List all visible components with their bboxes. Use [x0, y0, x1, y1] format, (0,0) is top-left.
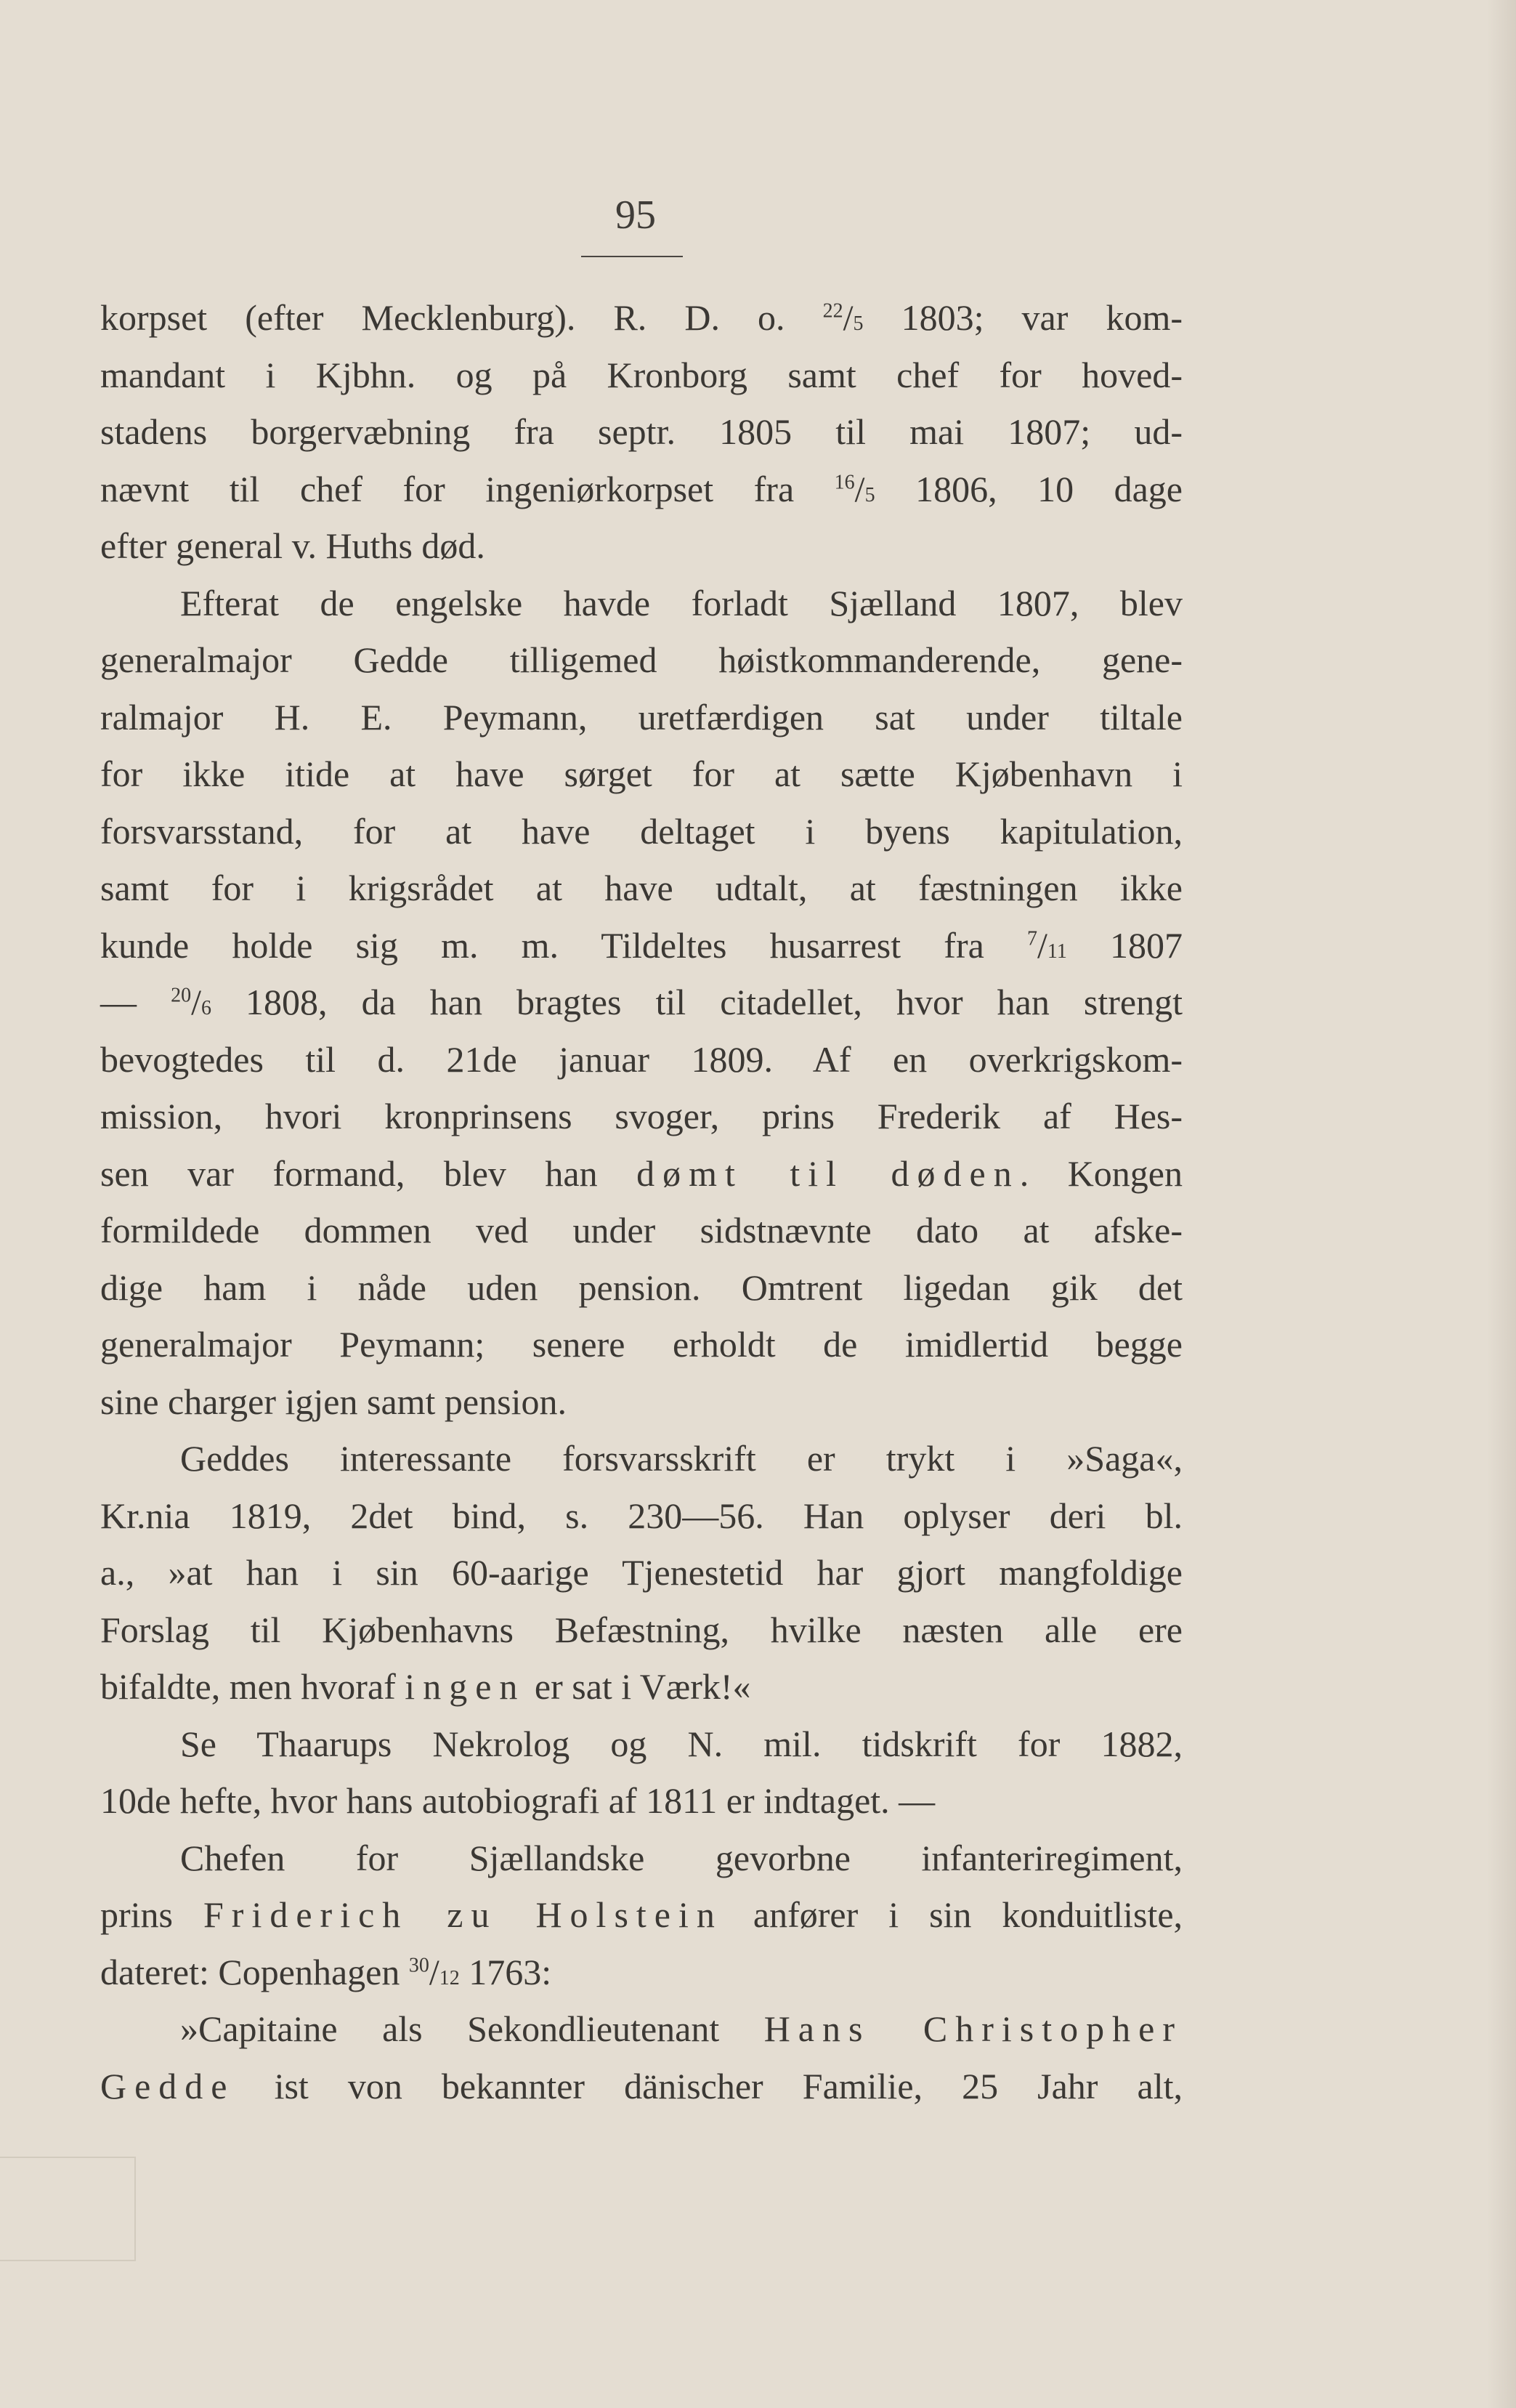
fraction-numerator: 30 — [408, 1954, 429, 1977]
text-run: kunde holde sig m. m. Tildeltes husarrest fra — [100, 924, 1027, 966]
text-run: / — [191, 982, 201, 1022]
text-run: — — [100, 982, 171, 1022]
fraction-denominator: 5 — [864, 483, 875, 506]
text-run: anfører i sin konduitliste, — [722, 1894, 1183, 1935]
text-line — [100, 1601, 1183, 1659]
fraction-denominator: 6 — [200, 997, 211, 1019]
text-run: 1803; var kom- — [863, 297, 1183, 338]
fraction-denominator: 11 — [1047, 940, 1067, 963]
page-number-rule — [581, 256, 683, 257]
text-run: ralmajor H. E. Peymann, uretfærdigen sat under tiltale — [100, 696, 1183, 738]
text-run: 1808, da han bragtes til citadellet, hvor han strengt — [211, 982, 1183, 1022]
text-line — [100, 1259, 1183, 1317]
fraction-denominator: 12 — [439, 1966, 460, 1989]
fraction-numerator: 22 — [822, 299, 843, 323]
text-run: mandant i Kjbhn. og på Kronborg samt chef for hoved- — [100, 354, 1183, 395]
text-run: er sat i Værk!« — [525, 1666, 751, 1707]
text-run: generalmajor Peymann; senere erholdt de imidlertid begge — [100, 1324, 1183, 1365]
text-run: »Capitaine als Sekondlieutenant — [180, 2008, 764, 2049]
emphasized-text: Hans Christopher — [763, 2008, 1183, 2049]
text-run: Efterat de engelske havde forladt Sjælland 1807, blev — [180, 582, 1183, 623]
fraction-numerator: 20 — [171, 984, 192, 1007]
text-run: forsvarsstand, for at have deltaget i byens kapitulation, — [100, 810, 1183, 852]
text-run: sen var formand, blev han — [100, 1152, 637, 1194]
text-line — [100, 974, 1183, 1031]
text-line — [100, 461, 1183, 518]
text-line — [100, 1031, 1183, 1088]
scan-margin-mark — [0, 2157, 136, 2261]
emphasized-text: Gedde — [100, 2065, 235, 2106]
text-run: dateret: Copenhagen — [100, 1951, 409, 1992]
text-run: samt for i krigsrådet at have udtalt, at fæstningen ikke — [100, 868, 1183, 908]
text-run: mission, hvori kronprinsens svoger, prins Frederik af Hes- — [100, 1096, 1183, 1136]
page-number: 95 — [615, 193, 656, 238]
text-run: 1806, 10 dage — [875, 468, 1183, 509]
text-run: / — [854, 468, 865, 509]
text-line — [100, 1830, 1183, 1887]
text-line — [100, 1658, 1183, 1716]
text-line — [100, 289, 1183, 347]
text-run: / — [843, 297, 854, 338]
text-line — [100, 1772, 1183, 1830]
text-line — [100, 1487, 1183, 1545]
text-line — [100, 746, 1183, 803]
text-line — [100, 2000, 1183, 2058]
text-line — [100, 347, 1183, 404]
text-run: ist von bekannter dänischer Familie, 25 Jahr alt, — [235, 2065, 1183, 2106]
text-line — [100, 803, 1183, 860]
text-line — [100, 1145, 1183, 1203]
text-line — [100, 1886, 1183, 1944]
emphasized-text: ingen — [405, 1666, 526, 1707]
text-run: prins — [100, 1894, 203, 1935]
text-line — [100, 403, 1183, 461]
text-run: korpset (efter Mecklenburg). R. D. o. — [100, 297, 823, 338]
emphasized-text: Friderich zu Holstein — [203, 1894, 723, 1935]
text-line — [100, 1430, 1183, 1487]
fraction-numerator: 16 — [834, 471, 855, 494]
text-line — [100, 1716, 1183, 1773]
text-line — [100, 1202, 1183, 1259]
text-run: 1807 — [1066, 924, 1183, 966]
text-line — [100, 575, 1183, 632]
text-line — [100, 1088, 1183, 1145]
text-run: / — [1037, 924, 1047, 966]
text-line — [100, 917, 1183, 974]
text-line — [100, 860, 1183, 917]
text-line — [100, 1316, 1183, 1373]
text-run: formildede dommen ved under sidstnævnte dato at afske- — [100, 1210, 1183, 1251]
text-line — [100, 631, 1183, 689]
text-run: for ikke itide at have sørget for at sætte Kjøbenhavn i — [100, 753, 1183, 794]
emphasized-text: dømt til døden — [636, 1152, 1020, 1194]
text-line — [100, 689, 1183, 746]
text-line — [100, 1944, 1183, 2001]
text-run: Chefen for Sjællandske gevorbne infanteriregiment, — [180, 1837, 1183, 1878]
text-run: dige ham i nåde uden pension. Omtrent ligedan gik det — [100, 1266, 1183, 1308]
text-run: 10de hefte, hvor hans autobiografi af 1811 er indtaget. — — [100, 1780, 936, 1821]
text-line — [100, 517, 1183, 575]
text-run: nævnt til chef for ingeniørkorpset fra — [100, 468, 835, 509]
text-run: / — [429, 1951, 439, 1992]
text-run: Kr.nia 1819, 2det bind, s. 230—56. Han oplyser deri bl. — [100, 1495, 1183, 1536]
text-run: sine charger igjen samt pension. — [100, 1381, 567, 1422]
text-run: Forslag til Kjøbenhavns Befæstning, hvilke næsten alle ere — [100, 1609, 1183, 1650]
text-line — [100, 1373, 1183, 1431]
text-run: 1763: — [459, 1951, 552, 1992]
text-run: . Kongen — [1019, 1152, 1183, 1194]
body-text — [100, 289, 1183, 2114]
text-run: Geddes interessante forsvarsskrift er trykt i »Saga«, — [180, 1438, 1183, 1479]
text-line — [100, 1544, 1183, 1601]
page-edge-shadow — [1487, 0, 1516, 2408]
text-run: a., »at han i sin 60-aarige Tjenestetid har gjort mangfoldige — [100, 1552, 1183, 1593]
text-run: Se Thaarups Nekrolog og N. mil. tidskrift for 1882, — [180, 1723, 1183, 1764]
text-run: bevogtedes til d. 21de januar 1809. Af en overkrigskom- — [100, 1038, 1183, 1080]
fraction-numerator: 7 — [1026, 927, 1037, 950]
text-run: efter general v. Huths død. — [100, 525, 485, 566]
text-run: stadens borgervæbning fra septr. 1805 til mai 1807; ud- — [100, 411, 1183, 452]
text-run: bifaldte, men hvoraf — [100, 1666, 405, 1707]
text-run: generalmajor Gedde tilligemed høistkommanderende, gene- — [100, 639, 1183, 680]
fraction-denominator: 5 — [853, 312, 864, 335]
text-line — [100, 2058, 1183, 2115]
